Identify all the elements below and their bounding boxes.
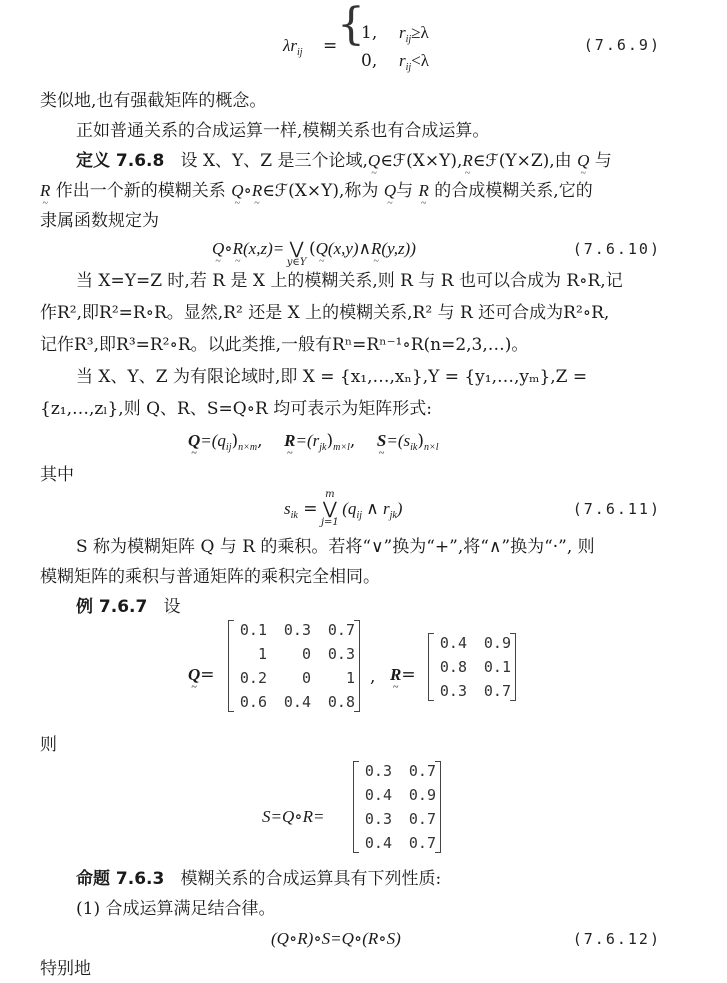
text: ) — [417, 431, 424, 451]
fuzzy-Q: Q ~ — [384, 180, 396, 202]
case2-value: 0, — [361, 51, 378, 71]
text: (x,z)= — [243, 239, 285, 258]
fuzzy-S: S ~ — [377, 430, 386, 452]
sup-operator — [320, 489, 339, 528]
S-matrix-cell-0-0: 0.3 — [364, 762, 392, 780]
fuzzy-Q: Q ~ — [368, 150, 380, 172]
S-matrix-cell-2-1: 0.7 — [408, 810, 436, 828]
definition-line-3: 隶属函数规定为 — [40, 211, 159, 231]
compose-op: ∘ — [243, 181, 252, 201]
Q-matrix-cell-0-0: 0.1 — [239, 621, 267, 639]
list-item: (1) 合成运算满足结合律。 — [76, 899, 276, 919]
Q-matrix-cell-2-2: 1 — [345, 669, 355, 687]
text: 设 — [163, 597, 181, 617]
R-matrix-cell-0-1: 0.9 — [483, 634, 511, 652]
subscript: m×l — [333, 442, 350, 453]
S-matrix-cell-0-1: 0.7 — [408, 762, 436, 780]
text: 设 X、Y、Z 是三个论域, — [180, 151, 368, 171]
proposition-heading — [76, 868, 441, 890]
definition-label: 定义 7.6.8 — [76, 151, 165, 171]
text: =(q — [200, 431, 226, 450]
fuzzy-R: R ~ — [252, 180, 262, 202]
fuzzy-Q: Q ~ — [188, 430, 200, 452]
paragraph-line: 当 X=Y=Z 时,若 R 是 X 上的模糊关系,则 R 与 R 也可以合成为 R∘R,记 — [76, 271, 623, 291]
subscript: n×m — [238, 442, 258, 453]
S-matrix-cell-1-0: 0.4 — [364, 786, 392, 804]
operator-limit: m — [325, 489, 335, 500]
paragraph: 其中 — [40, 465, 74, 485]
Q-matrix — [228, 621, 360, 711]
fuzzy-R: R ~ — [371, 238, 381, 260]
equals-sign: = — [323, 36, 338, 56]
R-label — [390, 664, 416, 686]
Q-label — [188, 664, 215, 686]
fuzzy-Q: Q ~ — [577, 150, 589, 172]
Q-matrix-cell-1-1: 0 — [301, 645, 311, 663]
Q-matrix-cell-0-1: 0.3 — [283, 621, 311, 639]
fuzzy-R: R ~ — [284, 430, 295, 452]
case1-condition: $r_{ij}\ge\lambda$ — [399, 23, 429, 45]
paragraph: 正如普通关系的合成运算一样,模糊关系也有合成运算。 — [76, 121, 490, 141]
vee-symbol: ⋁ — [289, 239, 304, 259]
paragraph-line: 作R²,即R²=R∘R。显然,R² 还是 X 上的模糊关系,R² 与 R 还可合成为R²∘R, — [40, 303, 610, 323]
S-matrix-cell-2-0: 0.3 — [364, 810, 392, 828]
Q-matrix-cell-3-1: 0.4 — [283, 693, 311, 711]
text: 模糊关系的合成运算具有下列性质: — [180, 869, 442, 889]
operator-limit: j=1 — [320, 517, 339, 528]
sup-operator — [286, 238, 307, 268]
Q-matrix-cell-2-1: 0 — [301, 669, 311, 687]
proposition-label: 命题 7.6.3 — [76, 869, 165, 889]
text: 与 — [396, 181, 414, 201]
equation-7-6-12: (Q∘R)∘S=Q∘(R∘S) — [271, 929, 401, 948]
S-matrix-cell-1-1: 0.9 — [408, 786, 436, 804]
definition-line-1 — [76, 150, 612, 172]
example-heading — [76, 596, 181, 618]
body: ($q_{ij}$ ∧ $r_{jk}$) — [342, 499, 403, 521]
operator-limit: y∈Y — [286, 257, 307, 268]
text: , — [349, 431, 356, 451]
subscript: ik — [410, 442, 418, 453]
subscript: n×l — [423, 442, 439, 453]
S-matrix — [353, 762, 441, 852]
paragraph-line: 记作R³,即R³=R²∘R。以此类推,一般有Rⁿ=Rⁿ⁻¹∘R(n=2,3,…)。 — [40, 335, 529, 355]
equals-sign: = — [401, 665, 416, 685]
paragraph-line: S 称为模糊矩阵 Q 与 R 的乘积。若将“∨”换为“+”,将“∧”换为“·”, 则 — [76, 537, 595, 557]
paragraph: 则 — [40, 735, 57, 755]
text: 与 — [594, 151, 612, 171]
R-matrix-cell-2-1: 0.7 — [483, 682, 511, 700]
fuzzy-R: R ~ — [40, 180, 50, 202]
text: ∈ℱ(X×Y),称为 — [262, 181, 379, 201]
definition-line-2 — [40, 180, 593, 202]
lhs: $s_{ik}$ — [284, 499, 298, 521]
fuzzy-Q: Q ~ — [316, 238, 328, 260]
Q-matrix-cell-1-0: 1 — [257, 645, 267, 663]
compose-op: ∘ — [224, 239, 233, 259]
text: ) — [326, 431, 334, 451]
equals-sign: = — [303, 499, 318, 519]
Q-matrix-cell-3-2: 0.8 — [327, 693, 355, 711]
text: ( — [309, 239, 316, 259]
subscript: jk — [319, 442, 327, 453]
S-matrix-cell-3-0: 0.4 — [364, 834, 392, 852]
R-matrix-cell-1-0: 0.8 — [439, 658, 467, 676]
matrix-forms — [188, 430, 438, 459]
paragraph-line: 当 X、Y、Z 为有限论域时,即 X = {x₁,…,xₙ},Y = {y₁,…,yₘ},Z = — [76, 367, 588, 387]
text: 作出一个新的模糊关系 — [55, 181, 226, 201]
equation-number: (7.6.10) — [572, 240, 661, 258]
subscript: ij — [225, 442, 232, 453]
paragraph: 特别地 — [40, 959, 91, 979]
case1-value: 1, — [361, 23, 378, 43]
S-equation-lhs: S=Q∘R= — [262, 807, 325, 826]
fuzzy-Q: Q ~ — [231, 180, 243, 202]
text: =(r — [295, 431, 320, 450]
text: ) — [231, 431, 239, 451]
text: ∈ℱ(Y×Z),由 — [472, 151, 572, 171]
paragraph-line: {z₁,…,zₗ},则 Q、R、S=Q∘R 均可表示为矩阵形式: — [40, 399, 432, 419]
text: (x,y)∧ — [327, 239, 372, 258]
Q-matrix-cell-0-2: 0.7 — [327, 621, 355, 639]
fuzzy-R: R ~ — [419, 180, 429, 202]
equation-number: (7.6.11) — [572, 500, 661, 518]
fuzzy-R: R ~ — [390, 664, 401, 686]
R-matrix-cell-1-1: 0.1 — [483, 658, 511, 676]
equation-number: (7.6.9) — [583, 36, 661, 54]
text: , — [257, 431, 263, 451]
R-matrix — [428, 634, 516, 700]
vee-symbol: ⋁ — [322, 499, 337, 519]
fuzzy-Q: Q ~ — [188, 664, 200, 686]
case-brace: { — [337, 0, 365, 50]
equation-number: (7.6.12) — [572, 930, 661, 948]
example-label: 例 7.6.7 — [76, 597, 148, 617]
Q-matrix-cell-3-0: 0.6 — [239, 693, 267, 711]
eq-lhs: $\lambda r_{ij}$ — [283, 36, 303, 58]
text: (y,z)) — [381, 239, 416, 258]
Q-matrix-cell-1-2: 0.3 — [327, 645, 355, 663]
paragraph: 类似地,也有强截矩阵的概念。 — [40, 91, 267, 111]
equation-7-6-10 — [212, 238, 416, 268]
comma: , — [370, 667, 376, 687]
fuzzy-R: R ~ — [233, 238, 243, 260]
text: 的合成模糊关系,它的 — [434, 181, 593, 201]
S-matrix-cell-3-1: 0.7 — [408, 834, 436, 852]
Q-matrix-cell-2-0: 0.2 — [239, 669, 267, 687]
R-matrix-cell-2-0: 0.3 — [439, 682, 467, 700]
paragraph-line: 模糊矩阵的乘积与普通矩阵的乘积完全相同。 — [40, 567, 380, 587]
R-matrix-cell-0-0: 0.4 — [439, 634, 467, 652]
fuzzy-Q: Q ~ — [212, 238, 224, 260]
text: =(s — [386, 431, 411, 450]
equals-sign: = — [200, 665, 215, 685]
fuzzy-R: R ~ — [462, 150, 472, 172]
case2-condition: $r_{ij}<\lambda$ — [399, 51, 430, 73]
equation-7-6-11 — [284, 489, 403, 528]
text: ∈ℱ(X×Y), — [380, 151, 463, 171]
